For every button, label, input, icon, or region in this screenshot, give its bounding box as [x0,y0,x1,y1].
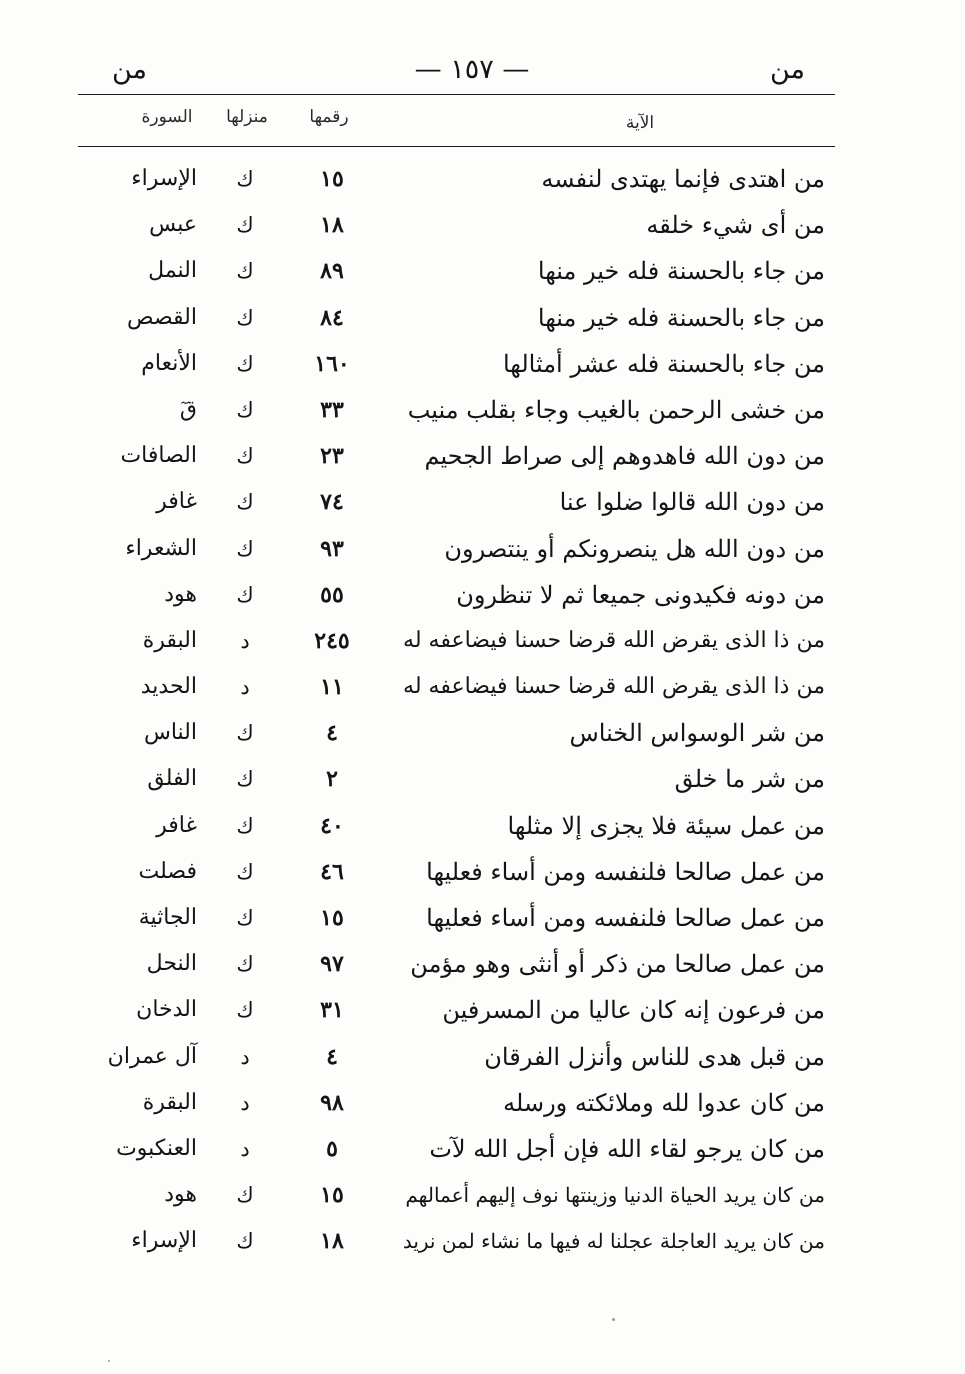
revelation-type: ك [236,1229,254,1254]
verse-number: ١٥ [320,166,344,192]
revelation-type: ك [236,721,254,746]
revelation-type: ك [236,444,254,469]
table-row [0,479,965,525]
table-row [0,941,965,987]
revelation-type: د [240,1044,250,1069]
revelation-type: ك [236,259,254,284]
verse-number: ٥٥ [320,581,344,608]
revelation-type: ك [236,490,254,515]
verse-number: ٤ [326,1043,338,1070]
verse-text: من شر الوسواس الخناس [569,719,825,748]
verse-number: ١٨ [320,1228,344,1255]
verse-number: ١٦٠ [314,350,350,377]
table-row [0,387,965,433]
verse-number: ٤ [326,720,338,747]
running-head-left: من [112,54,148,85]
table-row [0,1080,965,1126]
verse-text: من دونه فكيدونى جميعا ثم لا تنظرون [456,580,825,609]
revelation-type: ك [236,167,254,191]
column-header-revelation: منزلها [226,107,268,127]
table-row [0,664,965,710]
verse-text: من كان يرجو لقاء الله فإن أجل الله لآت [429,1134,825,1163]
verse-number: ٣١ [320,997,344,1024]
header-rule-top [78,94,835,95]
surah-name: هود [164,1182,197,1208]
table-row [0,1218,965,1264]
table-row [0,248,965,294]
verse-number: ٨٩ [320,258,344,285]
revelation-type: ك [236,998,254,1023]
surah-name: الإسراء [131,166,197,191]
surah-name: الشعراء [125,535,197,561]
verse-number: ٢٤٥ [314,627,350,654]
verse-number: ٨٤ [320,304,344,331]
revelation-type: د [240,675,250,700]
verse-number: ١١ [320,674,344,701]
column-header-number: رقمها [309,107,349,127]
surah-name: العنكبوت [116,1135,197,1161]
verse-text: من كان عدوا لله وملائكته ورسله [503,1088,825,1117]
paper-speck [612,1318,615,1321]
verse-text: من أى شيء خلقه [646,211,825,240]
table-row [0,433,965,479]
verse-text: من كان يريد العاجلة عجلنا له فيها ما نشاء لمن نريد [402,1229,825,1254]
verse-text: من دون الله قالوا ضلوا عنا [559,488,825,517]
surah-name: قٓ [179,396,197,422]
verse-number: ٧٤ [320,489,344,516]
verse-number: ٥ [326,1135,338,1162]
verse-text: من ذا الذى يقرض الله قرضا حسنا فيضاعفه له [403,674,825,700]
revelation-type: ك [236,952,254,977]
verse-number: ٤٦ [320,858,344,885]
revelation-type: ك [236,859,254,884]
header-rule-bottom [78,146,835,147]
surah-name: النمل [148,258,197,284]
verse-text: من دون الله هل ينصرونكم أو ينتصرون [444,534,825,563]
running-head-right: من [770,54,806,85]
verse-number: ١٥ [320,1182,344,1209]
revelation-type: ك [236,1183,254,1208]
verse-number: ١٥ [320,905,344,931]
verse-text: من كان يريد الحياة الدنيا وزينتها نوف إليهم أعمالهم [405,1183,825,1208]
table-row [0,341,965,387]
table-row [0,803,965,849]
table-row [0,987,965,1033]
table-row [0,756,965,802]
surah-name: فصلت [138,858,197,884]
verse-number: ٢ [326,766,338,793]
table-row [0,572,965,618]
surah-name: الدخان [136,997,197,1023]
revelation-type: ك [236,351,254,376]
table-row [0,156,965,202]
revelation-type: ك [236,813,254,838]
verse-text: من عمل سيئة فلا يجزى إلا مثلها [507,811,825,840]
verse-text: من قبل هدى للناس وأنزل الفرقان [484,1042,825,1071]
revelation-type: ك [236,767,254,792]
surah-name: الحديد [140,674,197,700]
column-header-verse: الآية [625,113,655,133]
verse-number: ١٨ [320,212,344,239]
verse-text: من جاء بالحسنة فله خير منها [537,303,825,332]
revelation-type: ك [236,582,254,607]
verse-text: من جاء بالحسنة فله خير منها [537,257,825,286]
table-row [0,202,965,248]
surah-name: الإسراء [131,1228,197,1254]
surah-name: الجاثية [138,905,197,930]
surah-name: عبس [149,212,197,238]
surah-name: القصص [127,304,197,330]
surah-name: البقرة [142,1089,197,1115]
verse-index-table [0,156,965,1265]
verse-text: من عمل صالحا من ذكر أو أنثى وهو مؤمن [410,950,825,979]
revelation-type: د [240,628,250,653]
surah-name: الأنعام [141,350,197,376]
revelation-type: ك [236,305,254,330]
verse-number: ٩٨ [320,1089,344,1116]
surah-name: البقرة [142,627,197,653]
verse-text: من اهتدى فإنما يهتدى لنفسه [541,165,825,193]
table-row [0,895,965,941]
verse-text: من جاء بالحسنة فله عشر أمثالها [502,349,825,378]
column-header-surah: السورة [141,107,193,127]
surah-name: الصافات [120,443,197,469]
verse-text: من عمل صالحا فلنفسه ومن أساء فعليها [426,857,825,886]
surah-name: غافر [156,812,197,838]
surah-name: الناس [143,720,197,746]
revelation-type: ك [236,397,254,422]
verse-text: من عمل صالحا فلنفسه ومن أساء فعليها [426,904,825,932]
revelation-type: ك [236,536,254,561]
verse-text: من شر ما خلق [674,765,825,794]
verse-number: ٣٣ [320,396,344,423]
verse-text: من خشى الرحمن بالغيب وجاء بقلب منيب [407,395,825,424]
page-number: — ١٥٧ — [414,54,530,85]
revelation-type: ك [236,213,254,238]
table-row [0,1172,965,1218]
revelation-type: د [240,1090,250,1115]
revelation-type: ك [236,906,254,930]
surah-name: آل عمران [107,1043,197,1069]
table-row [0,295,965,341]
revelation-type: د [240,1136,250,1161]
surah-name: هود [164,581,197,607]
paper-speck [108,1360,110,1362]
table-row [0,1126,965,1172]
verse-number: ٩٧ [320,951,344,978]
table-row [0,1034,965,1080]
surah-name: غافر [156,489,197,515]
surah-name: الفلق [147,766,197,792]
surah-name: النحل [146,951,197,977]
verse-number: ٩٣ [320,535,344,562]
verse-number: ٤٠ [320,812,344,839]
table-row [0,849,965,895]
table-row [0,526,965,572]
verse-number: ٢٣ [320,443,344,470]
verse-text: من فرعون إنه كان عاليا من المسرفين [442,996,825,1025]
table-row [0,710,965,756]
verse-text: من دون الله فاهدوهم إلى صراط الجحيم [424,442,825,471]
table-row [0,618,965,664]
verse-text: من ذا الذى يقرض الله قرضا حسنا فيضاعفه له [403,627,825,653]
